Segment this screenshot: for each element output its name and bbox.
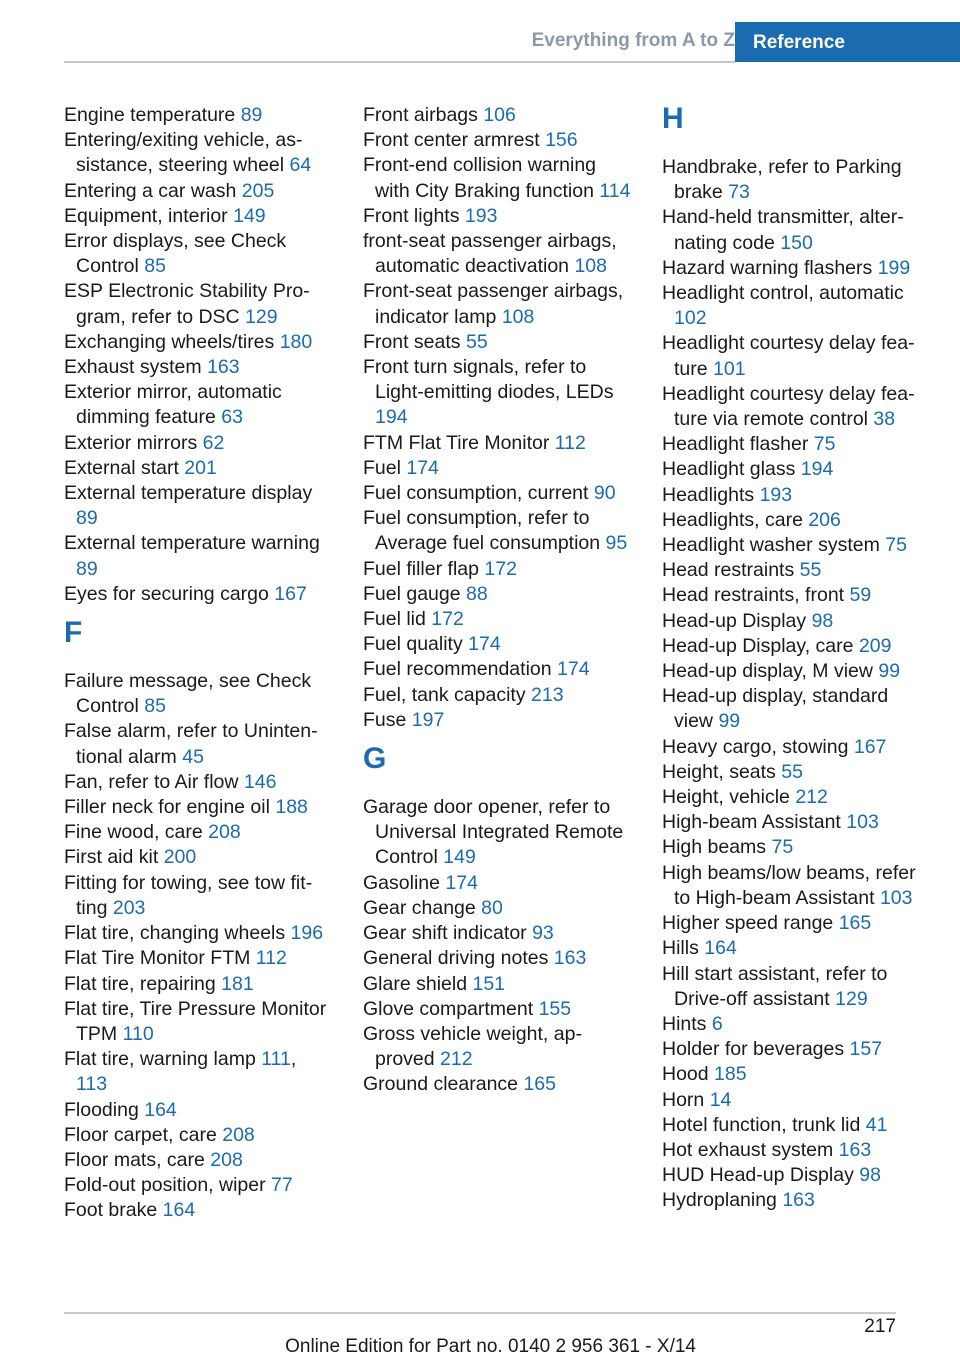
header-divider bbox=[64, 61, 735, 63]
page-reference-link[interactable]: 89 bbox=[240, 104, 263, 126]
index-entry bbox=[363, 683, 631, 708]
index-term: Eyes for securing cargo bbox=[64, 582, 275, 605]
index-term: Flat tire, Tire Pressure Monitor TPM bbox=[64, 997, 327, 1045]
index-entry bbox=[64, 972, 332, 997]
page-reference-link[interactable]: 172 bbox=[431, 608, 464, 631]
page-reference-link[interactable]: 201 bbox=[184, 456, 217, 479]
index-entry bbox=[64, 128, 332, 178]
page-reference-link[interactable]: 155 bbox=[538, 997, 572, 1020]
index-entry bbox=[64, 456, 332, 481]
page-reference-link[interactable]: 193 bbox=[464, 204, 498, 227]
index-term: High-beam Assistant bbox=[662, 811, 847, 834]
index-entry bbox=[64, 997, 332, 1047]
page-reference-link[interactable]: 196 bbox=[290, 922, 324, 945]
index-entry bbox=[64, 719, 332, 769]
index-term: Flat tire, changing wheels bbox=[64, 922, 291, 945]
index-term: Hill start assistant, refer to Drive-off assistant bbox=[662, 962, 888, 1010]
index-term: Error displays, see Check Control bbox=[64, 230, 287, 278]
index-entry bbox=[662, 634, 930, 659]
index-term: Fitting for towing, see tow fitting bbox=[64, 871, 313, 919]
index-entry bbox=[363, 103, 631, 128]
page-reference-link[interactable]: 208 bbox=[210, 1148, 243, 1171]
index-entry bbox=[64, 946, 332, 971]
index-entry bbox=[64, 1098, 332, 1123]
index-term: Flat Tire Monitor FTM bbox=[64, 947, 256, 970]
page-reference-link[interactable]: 164 bbox=[704, 937, 737, 960]
index-term: Height, seats bbox=[662, 760, 782, 783]
page-header bbox=[64, 22, 960, 62]
index-entry bbox=[64, 820, 332, 845]
page-reference-link[interactable]: 95 bbox=[605, 532, 628, 555]
page-reference-link[interactable]: 197 bbox=[411, 708, 445, 731]
index-term: Head-up display, M view bbox=[662, 660, 879, 683]
index-term: Front turn signals, refer to Light-emitting diodes, LEDs bbox=[363, 356, 614, 404]
index-term: Fuel bbox=[363, 456, 407, 479]
index-term: Fuel lid bbox=[363, 608, 432, 631]
page-reference-link[interactable]: 165 bbox=[523, 1073, 556, 1096]
index-entry bbox=[662, 1012, 930, 1037]
index-term: Headlight washer system bbox=[662, 534, 886, 557]
index-entry bbox=[363, 1072, 631, 1097]
index-entry bbox=[363, 582, 631, 607]
index-entry bbox=[64, 1173, 332, 1198]
page-reference-link[interactable]: 75 bbox=[813, 433, 836, 456]
index-entry bbox=[662, 382, 930, 432]
index-term: Front lights bbox=[363, 204, 465, 227]
page-reference-link[interactable]: 98 bbox=[811, 609, 834, 632]
index-term: Fuel gauge bbox=[363, 582, 466, 605]
index-entry bbox=[363, 607, 631, 632]
index-term: Fuel consumption, current bbox=[363, 482, 594, 505]
index-term: Front seats bbox=[363, 330, 466, 353]
index-column-3 bbox=[662, 103, 930, 1214]
index-entry bbox=[363, 871, 631, 896]
index-column-2 bbox=[363, 103, 631, 1098]
index-entry bbox=[662, 533, 930, 558]
index-term: Flooding bbox=[64, 1098, 145, 1121]
index-term: Hints bbox=[662, 1012, 712, 1035]
page-reference-link[interactable]: 110 bbox=[122, 1022, 154, 1045]
index-term: ESP Electronic Stability Program, refer to DSC bbox=[64, 280, 310, 328]
index-entry bbox=[363, 431, 631, 456]
index-term: Exterior mirrors bbox=[64, 431, 203, 454]
page-reference-link[interactable]: 174 bbox=[468, 633, 501, 656]
index-term: Ground clearance bbox=[363, 1073, 524, 1096]
index-entry bbox=[662, 583, 930, 608]
index-entry bbox=[662, 256, 930, 281]
index-term: Glare shield bbox=[363, 972, 473, 995]
index-term: Hydroplaning bbox=[662, 1189, 783, 1212]
page-reference-link[interactable]: 156 bbox=[545, 129, 578, 152]
page-reference-link[interactable]: 208 bbox=[222, 1123, 255, 1146]
index-entry bbox=[662, 785, 930, 810]
index-entry bbox=[64, 921, 332, 946]
index-term: Headlight control, automatic bbox=[662, 282, 904, 305]
page-reference-link[interactable]: 149 bbox=[443, 846, 476, 869]
index-entry bbox=[64, 871, 332, 921]
section-title: Everything from A to Z bbox=[531, 30, 735, 51]
page-reference-link[interactable]: 163 bbox=[838, 1138, 872, 1161]
index-entry bbox=[363, 456, 631, 481]
index-term: Failure message, see Check Control bbox=[64, 670, 312, 718]
index-entry bbox=[64, 431, 332, 456]
page-reference-link[interactable]: 111 bbox=[261, 1048, 291, 1071]
index-term: High beams bbox=[662, 836, 772, 859]
index-term: Gasoline bbox=[363, 871, 446, 894]
index-entry bbox=[64, 204, 332, 229]
page-reference-link[interactable]: 167 bbox=[853, 735, 887, 758]
index-entry bbox=[64, 1148, 332, 1173]
page-reference-link[interactable]: 75 bbox=[885, 534, 907, 557]
index-entry bbox=[363, 229, 631, 279]
page-reference-link[interactable]: 73 bbox=[728, 181, 750, 204]
index-entry bbox=[662, 609, 930, 634]
index-entry bbox=[662, 962, 930, 1012]
index-term: Filler neck for engine oil bbox=[64, 796, 276, 819]
index-term: Gross vehicle weight, approved bbox=[363, 1022, 582, 1071]
index-entry bbox=[363, 946, 631, 971]
page-reference-link[interactable]: 200 bbox=[163, 846, 197, 869]
index-term: Hand-held transmitter, alternating code bbox=[662, 206, 904, 254]
index-term: Hood bbox=[662, 1063, 715, 1086]
index-entry bbox=[363, 795, 631, 871]
index-entry bbox=[64, 582, 332, 607]
index-term: Glove compartment bbox=[363, 997, 539, 1020]
index-entry bbox=[662, 911, 930, 936]
page-reference-link[interactable]: 45 bbox=[182, 745, 204, 768]
index-term: External temperature warning bbox=[64, 532, 320, 555]
page-reference-link[interactable]: 206 bbox=[808, 508, 841, 531]
page-reference-link[interactable]: 93 bbox=[532, 922, 554, 945]
index-entry bbox=[662, 508, 930, 533]
page-reference-link[interactable]: 129 bbox=[245, 305, 278, 328]
page-reference-link[interactable]: 174 bbox=[445, 871, 478, 894]
index-letter-heading: H bbox=[662, 102, 684, 135]
index-entry bbox=[662, 457, 930, 482]
index-term: Handbrake, refer to Parking brake bbox=[662, 156, 902, 204]
index-entry bbox=[363, 997, 631, 1022]
index-entry bbox=[662, 1088, 930, 1113]
index-term: External start bbox=[64, 456, 185, 479]
index-term: Front airbags bbox=[363, 104, 484, 126]
page-reference-link[interactable]: 55 bbox=[799, 559, 822, 582]
page-reference-link[interactable]: 108 bbox=[574, 255, 607, 278]
index-entry bbox=[64, 1198, 332, 1223]
index-entry bbox=[662, 684, 930, 734]
page-reference-link[interactable]: 63 bbox=[221, 406, 243, 429]
index-entry bbox=[662, 205, 930, 255]
index-term: Entering/exiting vehicle, assistance, steering wheel bbox=[64, 129, 303, 177]
page-reference-link[interactable]: 194 bbox=[375, 406, 408, 429]
page-reference-link[interactable]: 98 bbox=[859, 1164, 881, 1187]
index-entry bbox=[363, 153, 631, 203]
index-entry bbox=[64, 355, 332, 380]
page-reference-link[interactable]: 208 bbox=[208, 821, 241, 844]
index-term: Fuse bbox=[363, 708, 412, 731]
index-entry bbox=[662, 1138, 930, 1163]
index-entry bbox=[662, 835, 930, 860]
index-entry bbox=[363, 921, 631, 946]
index-term: Flat tire, warning lamp bbox=[64, 1048, 262, 1071]
index-entry bbox=[662, 432, 930, 457]
index-term: Floor carpet, care bbox=[64, 1123, 223, 1146]
index-term: Headlight flasher bbox=[662, 433, 814, 456]
index-term: Head-up Display bbox=[662, 609, 812, 632]
page-reference-link[interactable]: 89 bbox=[76, 507, 98, 530]
index-entry bbox=[363, 972, 631, 997]
page-reference-link[interactable]: 114 bbox=[599, 179, 631, 202]
page-reference-link[interactable]: 185 bbox=[714, 1063, 747, 1086]
page-reference-link[interactable]: 163 bbox=[207, 356, 240, 379]
index-entry bbox=[662, 558, 930, 583]
index-entry bbox=[363, 128, 631, 153]
index-entry bbox=[662, 735, 930, 760]
page-reference-link[interactable]: 99 bbox=[878, 660, 901, 683]
index-entry bbox=[363, 506, 631, 556]
index-term: Head-up Display, care bbox=[662, 634, 859, 657]
page-reference-link[interactable]: 188 bbox=[275, 796, 308, 819]
page-reference-link[interactable]: 212 bbox=[795, 786, 828, 809]
page-reference-link[interactable]: 80 bbox=[481, 896, 503, 919]
index-term: Fold-out position, wiper bbox=[64, 1174, 272, 1197]
index-term: Gear change bbox=[363, 896, 482, 919]
index-term: Exhaust system bbox=[64, 356, 208, 379]
index-term: Floor mats, care bbox=[64, 1148, 211, 1171]
page-reference-link[interactable]: 55 bbox=[465, 330, 488, 353]
page-reference-link[interactable]: 150 bbox=[780, 231, 813, 254]
page-reference-link[interactable]: 88 bbox=[466, 582, 488, 605]
index-entry bbox=[662, 483, 930, 508]
index-term: HUD Head-up Display bbox=[662, 1164, 860, 1187]
index-term: Flat tire, repairing bbox=[64, 972, 222, 995]
chapter-tab: Reference bbox=[735, 22, 960, 62]
index-entry bbox=[662, 1163, 930, 1188]
page-reference-link[interactable]: 6 bbox=[711, 1012, 723, 1035]
page-reference-link[interactable]: 38 bbox=[873, 408, 896, 431]
index-entry bbox=[662, 659, 930, 684]
index-term: Fuel filler flap bbox=[363, 557, 485, 580]
index-entry bbox=[64, 330, 332, 355]
index-entry bbox=[662, 1188, 930, 1213]
index-column-1 bbox=[64, 103, 332, 1224]
index-term: Height, vehicle bbox=[662, 786, 796, 809]
page-reference-link[interactable]: 113 bbox=[76, 1073, 108, 1096]
page-reference-link[interactable]: 174 bbox=[406, 456, 439, 479]
index-entry bbox=[363, 557, 631, 582]
page-reference-link[interactable]: 14 bbox=[709, 1088, 732, 1111]
page-reference-link[interactable]: 174 bbox=[557, 658, 590, 681]
index-term: Fine wood, care bbox=[64, 821, 209, 844]
index-entry bbox=[363, 896, 631, 921]
page-reference-link[interactable]: 157 bbox=[849, 1038, 883, 1061]
index-term: Headlight courtesy delay feature via remote control bbox=[662, 382, 915, 431]
index-term: Fuel recommendation bbox=[363, 658, 558, 681]
page-reference-link[interactable]: 181 bbox=[221, 972, 254, 995]
page-reference-link[interactable]: 106 bbox=[483, 104, 516, 126]
index-term: Hills bbox=[662, 937, 705, 960]
edition-note: Online Edition for Part no. 0140 2 956 361 - X/14 bbox=[285, 1336, 696, 1357]
index-entry bbox=[363, 355, 631, 431]
page-reference-link[interactable]: 172 bbox=[484, 557, 517, 580]
index-entry bbox=[64, 380, 332, 430]
page-reference-link[interactable]: 59 bbox=[849, 584, 872, 607]
index-entry bbox=[64, 770, 332, 795]
page-reference-link[interactable]: 85 bbox=[144, 695, 166, 718]
index-term: Fan, refer to Air flow bbox=[64, 770, 244, 793]
page-reference-link[interactable]: 146 bbox=[243, 770, 277, 793]
page-reference-link[interactable]: 165 bbox=[838, 912, 872, 935]
page-reference-link[interactable]: 85 bbox=[144, 255, 166, 278]
page-reference-link[interactable]: 112 bbox=[554, 431, 586, 454]
index-term: Entering a car wash bbox=[64, 179, 242, 202]
index-term: Head restraints bbox=[662, 559, 800, 582]
page-reference-link[interactable]: 77 bbox=[271, 1174, 293, 1197]
index-entry bbox=[64, 279, 332, 329]
page-reference-link[interactable]: 64 bbox=[289, 154, 312, 177]
page-reference-link[interactable]: 101 bbox=[713, 357, 746, 380]
index-entry bbox=[64, 669, 332, 719]
index-term: High beams/low beams, refer to High-beam Assistant bbox=[662, 861, 916, 909]
page-reference-link[interactable]: 75 bbox=[771, 836, 794, 859]
index-entry bbox=[64, 103, 332, 128]
index-entry bbox=[363, 1022, 631, 1072]
page-reference-link[interactable]: 103 bbox=[846, 811, 879, 834]
index-term: First aid kit bbox=[64, 846, 164, 869]
index-term: front-seat passenger airbags, automatic deactivation bbox=[363, 230, 617, 278]
index-term: Heavy cargo, stowing bbox=[662, 735, 854, 758]
index-entry bbox=[662, 155, 930, 205]
index-entry bbox=[64, 481, 332, 531]
page-reference-link[interactable]: 163 bbox=[553, 947, 587, 970]
page-reference-link[interactable]: 108 bbox=[501, 305, 535, 328]
page-number: 217 bbox=[864, 1316, 896, 1337]
index-term: Equipment, interior bbox=[64, 204, 234, 227]
index-entry bbox=[363, 330, 631, 355]
index-term: Headlight courtesy delay feature bbox=[662, 332, 915, 380]
page-reference-link[interactable]: 164 bbox=[162, 1199, 196, 1222]
page-reference-link[interactable]: 203 bbox=[112, 896, 146, 919]
page-reference-link[interactable]: 89 bbox=[76, 557, 98, 580]
index-entry bbox=[363, 204, 631, 229]
page-reference-link[interactable]: 180 bbox=[279, 330, 313, 353]
index-term: External temperature display bbox=[64, 482, 313, 505]
page-reference-link[interactable]: 193 bbox=[759, 483, 793, 506]
index-letter-heading: F bbox=[64, 616, 83, 650]
page-reference-link[interactable]: 167 bbox=[274, 582, 307, 605]
index-entry bbox=[64, 1047, 332, 1097]
index-term: Exchanging wheels/tires bbox=[64, 330, 280, 353]
index-entry bbox=[662, 331, 930, 381]
page-reference-link[interactable]: 62 bbox=[202, 431, 225, 454]
index-term: Garage door opener, refer to Universal Integrated Remote Control bbox=[363, 796, 624, 869]
index-term: Holder for beverages bbox=[662, 1038, 850, 1061]
index-term: False alarm, refer to Unintentional alarm bbox=[64, 720, 318, 768]
index-entry bbox=[64, 179, 332, 204]
index-term: Head-up display, standard view bbox=[662, 685, 889, 733]
index-term: Hotel function, trunk lid bbox=[662, 1113, 866, 1136]
index-term: FTM Flat Tire Monitor bbox=[363, 431, 555, 454]
index-entry bbox=[662, 936, 930, 961]
index-term: Front-seat passenger airbags, indicator lamp bbox=[363, 280, 624, 328]
index-term: Foot brake bbox=[64, 1199, 163, 1222]
index-entry bbox=[363, 279, 631, 329]
index-term: Higher speed range bbox=[662, 912, 839, 935]
page-reference-link[interactable]: 213 bbox=[531, 683, 564, 706]
page-reference-link[interactable]: 129 bbox=[835, 987, 868, 1010]
page-reference-link[interactable]: 199 bbox=[877, 256, 911, 279]
page-reference-link[interactable]: 112 bbox=[255, 947, 287, 970]
footer-divider bbox=[64, 1312, 896, 1314]
page-reference-link[interactable]: 103 bbox=[879, 886, 913, 909]
index-term: Horn bbox=[662, 1088, 710, 1111]
index-term: Fuel quality bbox=[363, 633, 469, 656]
page-reference-link[interactable]: 55 bbox=[781, 760, 803, 783]
page-reference-link[interactable]: 41 bbox=[865, 1113, 888, 1136]
index-entry bbox=[363, 481, 631, 506]
index-entry bbox=[363, 708, 631, 733]
index-term: Front center armrest bbox=[363, 129, 546, 152]
page-reference-link[interactable]: 209 bbox=[858, 634, 892, 657]
index-entry bbox=[64, 795, 332, 820]
page-reference-link[interactable]: 102 bbox=[674, 307, 707, 330]
index-term: Exterior mirror, automatic dimming feature bbox=[64, 381, 282, 429]
index-entry bbox=[662, 1113, 930, 1138]
page-reference-link[interactable]: 151 bbox=[472, 972, 506, 995]
index-entry bbox=[662, 281, 930, 331]
page-reference-link[interactable]: 90 bbox=[593, 482, 616, 505]
index-term: Headlights bbox=[662, 483, 760, 506]
index-term: General driving notes bbox=[363, 947, 554, 970]
index-entry bbox=[363, 632, 631, 657]
index-term: Hazard warning flashers bbox=[662, 256, 878, 279]
index-entry bbox=[64, 1123, 332, 1148]
page-reference-link[interactable]: 164 bbox=[144, 1098, 177, 1121]
index-letter-heading: G bbox=[363, 742, 387, 776]
index-entry bbox=[64, 531, 332, 581]
page-reference-link[interactable]: 99 bbox=[718, 710, 741, 733]
index-term: Front-end collision warning with City Braking function bbox=[363, 154, 600, 202]
index-entry bbox=[662, 861, 930, 911]
index-entry bbox=[662, 1037, 930, 1062]
page-reference-link[interactable]: 163 bbox=[782, 1189, 815, 1212]
index-entry bbox=[662, 760, 930, 785]
index-term: Gear shift indicator bbox=[363, 922, 533, 945]
index-term: Fuel consumption, refer to Average fuel consumption bbox=[363, 507, 606, 555]
index-term: Fuel, tank capacity bbox=[363, 683, 531, 706]
index-term: Head restraints, front bbox=[662, 584, 850, 607]
index-entry bbox=[662, 1062, 930, 1087]
index-entry bbox=[64, 845, 332, 870]
index-entry bbox=[662, 810, 930, 835]
index-separator: , bbox=[290, 1048, 297, 1071]
page-reference-link[interactable]: 212 bbox=[440, 1048, 473, 1071]
index-term: Engine temperature bbox=[64, 104, 241, 126]
index-entry bbox=[363, 657, 631, 682]
index-term: Headlights, care bbox=[662, 508, 809, 531]
index-term: Headlight glass bbox=[662, 458, 801, 481]
index-term: Hot exhaust system bbox=[662, 1138, 839, 1161]
index-entry bbox=[64, 229, 332, 279]
page-reference-link[interactable]: 205 bbox=[241, 179, 275, 202]
page-reference-link[interactable]: 194 bbox=[800, 458, 834, 481]
page-reference-link[interactable]: 149 bbox=[233, 204, 266, 227]
